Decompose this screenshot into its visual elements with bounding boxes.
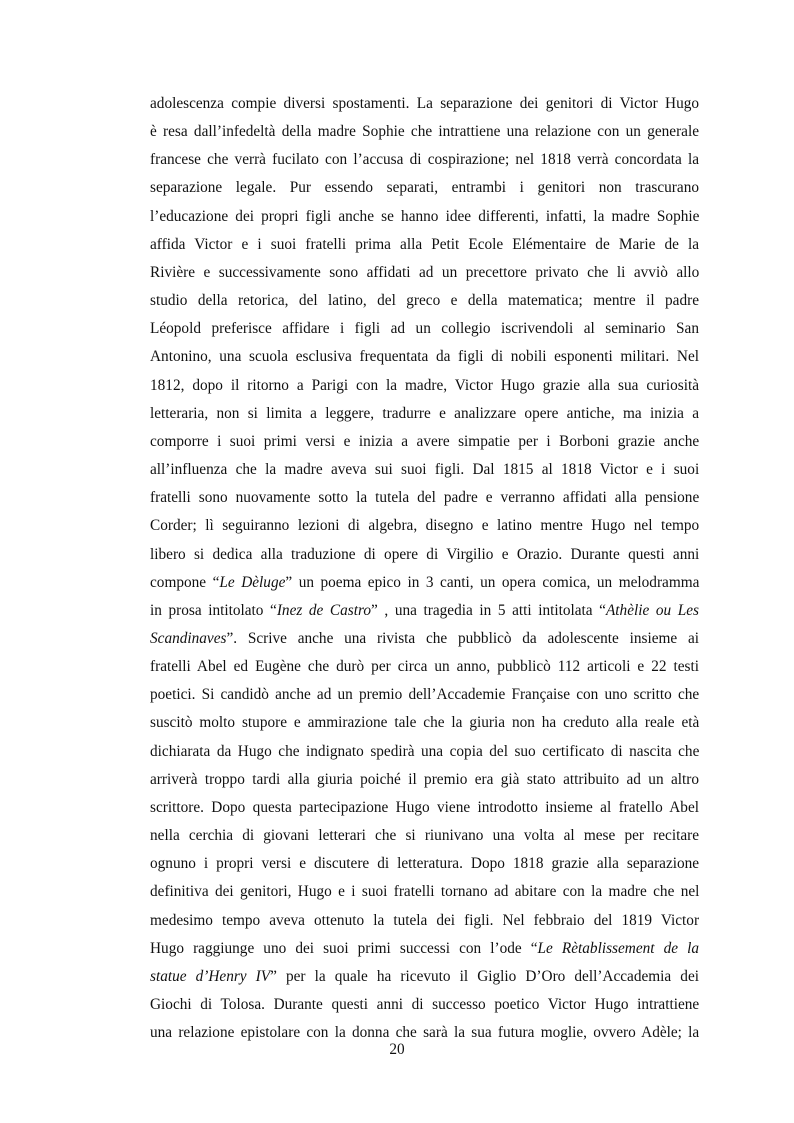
text-run: in prosa intitolato “: [150, 601, 277, 619]
body-text: [150, 90, 699, 1047]
text-run: l’educazione dei propri figli anche se hanno idee differenti, infatti, la madre Sophie: [150, 207, 700, 225]
italic-title: Le Rètablissement de la: [537, 939, 699, 957]
text-run: scrittore. Dopo questa partecipazione Hugo viene introdotto insieme al fratello Abel: [150, 798, 699, 816]
text-run: studio della retorica, del latino, del greco e della matematica; mentre il padre: [150, 292, 699, 310]
italic-title: Scandinaves: [150, 629, 227, 647]
text-run: Giochi di Tolosa. Durante questi anni di successo poetico Victor Hugo intrattiene: [150, 996, 700, 1013]
text-run: dichiarata da Hugo che indignato spedirà una copia del suo certificato di nascita che: [150, 742, 700, 760]
text-run: definitiva dei genitori, Hugo e i suoi fratelli tornano ad abitare con la madre che nel: [150, 883, 700, 901]
text-line: [150, 343, 699, 371]
italic-title: statue d’Henry IV: [150, 967, 271, 985]
text-run: ”. Scrive anche una rivista che pubblicò da adolescente insieme ai: [226, 629, 699, 647]
text-line: [150, 400, 699, 428]
text-line: [150, 372, 699, 400]
text-run: Antonino, una scuola esclusiva frequentata da figli di nobili esponenti militari. Nel: [150, 348, 699, 366]
text-line: [150, 625, 699, 653]
text-run: poetici. Si candidò anche ad un premio dell’Accademie Française con uno scritto che: [150, 686, 700, 704]
text-run: comporre i suoi primi versi e inizia a avere simpatie per i Borboni grazie anche: [150, 432, 700, 450]
text-line: [150, 991, 699, 1019]
text-line: [150, 541, 699, 569]
text-line: [150, 878, 699, 906]
text-run: medesimo tempo aveva ottenuto la tutela dei figli. Nel febbraio del 1819 Victor: [150, 911, 700, 929]
text-run: compone “: [150, 573, 220, 591]
text-run: 1812, dopo il ritorno a Parigi con la madre, Victor Hugo grazie alla sua curiosità: [150, 376, 699, 394]
text-line: [150, 203, 699, 231]
text-run: nella cerchia di giovani letterari che si riunivano una volta al mese per recitare: [150, 827, 699, 845]
text-run: libero si dedica alla traduzione di opere di Virgilio e Orazio. Durante questi anni: [150, 545, 700, 563]
italic-title: Inez de Castro: [276, 601, 372, 619]
text-run: Corder; lì seguiranno lezioni di algebra, disegno e latino mentre Hugo nel tempo: [150, 517, 700, 535]
text-line: [150, 90, 699, 118]
text-line: [150, 287, 699, 315]
text-line: [150, 231, 699, 259]
text-run: all’influenza che la madre aveva sui suoi figli. Dal 1815 al 1818 Victor e i suoi: [150, 461, 700, 479]
text-run: fratelli sono nuovamente sotto la tutela del padre e verranno affidati alla pensione: [150, 489, 700, 507]
text-run: ” , una tragedia in 5 atti intitolata “: [371, 601, 606, 619]
text-run: affida Victor e i suoi fratelli prima alla Petit Ecole Elémentaire de Marie de la: [150, 235, 700, 253]
text-run: separazione legale. Pur essendo separati, entrambi i genitori non trascurano: [150, 179, 699, 197]
italic-title: Athèlie ou Les: [605, 601, 699, 619]
text-line: [150, 850, 699, 878]
text-line: [150, 935, 699, 963]
text-line: [150, 174, 699, 202]
text-line: [150, 597, 699, 625]
text-line: [150, 484, 699, 512]
italic-title: Le Dèluge: [219, 573, 286, 591]
text-line: [150, 907, 699, 935]
text-run: adolescenza compie diversi spostamenti. La separazione dei genitori di Victor Hugo: [150, 95, 700, 112]
text-run: ” per la quale ha ricevuto il Giglio D’Oro dell’Accademia dei: [270, 967, 699, 985]
text-line: [150, 794, 699, 822]
text-line: [150, 822, 699, 850]
text-line: [150, 146, 699, 174]
text-line: [150, 681, 699, 709]
text-line: [150, 653, 699, 681]
text-run: francese che verrà fucilato con l’accusa di cospirazione; nel 1818 verrà concordata la: [150, 151, 699, 169]
text-run: una relazione epistolare con la donna che sarà la sua futura moglie, ovvero Adèle; la: [150, 1024, 700, 1042]
text-line: [150, 428, 699, 456]
text-line: [150, 456, 699, 484]
text-run: Léopold preferisce affidare i figli ad un collegio iscrivendoli al seminario San: [150, 320, 699, 338]
text-line: [150, 569, 699, 597]
text-line: [150, 709, 699, 737]
text-run: arriverà troppo tardi alla giuria poiché il premio era già stato attribuito ad un altro: [150, 770, 699, 788]
text-line: [150, 738, 699, 766]
text-run: suscitò molto stupore e ammirazione tale che la giuria non ha creduto alla reale età: [150, 714, 700, 732]
text-line: [150, 259, 699, 287]
text-run: Hugo raggiunge uno dei suoi primi successi con l’ode “: [150, 939, 538, 957]
page-number: 20: [389, 1041, 405, 1058]
text-run: è resa dall’infedeltà della madre Sophie che intrattiene una relazione con un generale: [150, 123, 699, 141]
text-line: [150, 766, 699, 794]
text-run: Rivière e successivamente sono affidati ad un precettore privato che li avviò allo: [150, 263, 700, 281]
text-line: [150, 512, 699, 540]
text-run: letteraria, non si limita a leggere, tradurre e analizzare opere antiche, ma inizia a: [150, 404, 699, 422]
text-line: [150, 963, 699, 991]
text-line: [150, 315, 699, 343]
text-run: ” un poema epico in 3 canti, un opera comica, un melodramma: [285, 573, 700, 591]
text-run: ognuno i propri versi e discutere di letteratura. Dopo 1818 grazie alla separazione: [150, 855, 700, 873]
text-run: fratelli Abel ed Eugène che durò per circa un anno, pubblicò 112 articoli e 22 testi: [150, 658, 699, 676]
text-line: [150, 118, 699, 146]
